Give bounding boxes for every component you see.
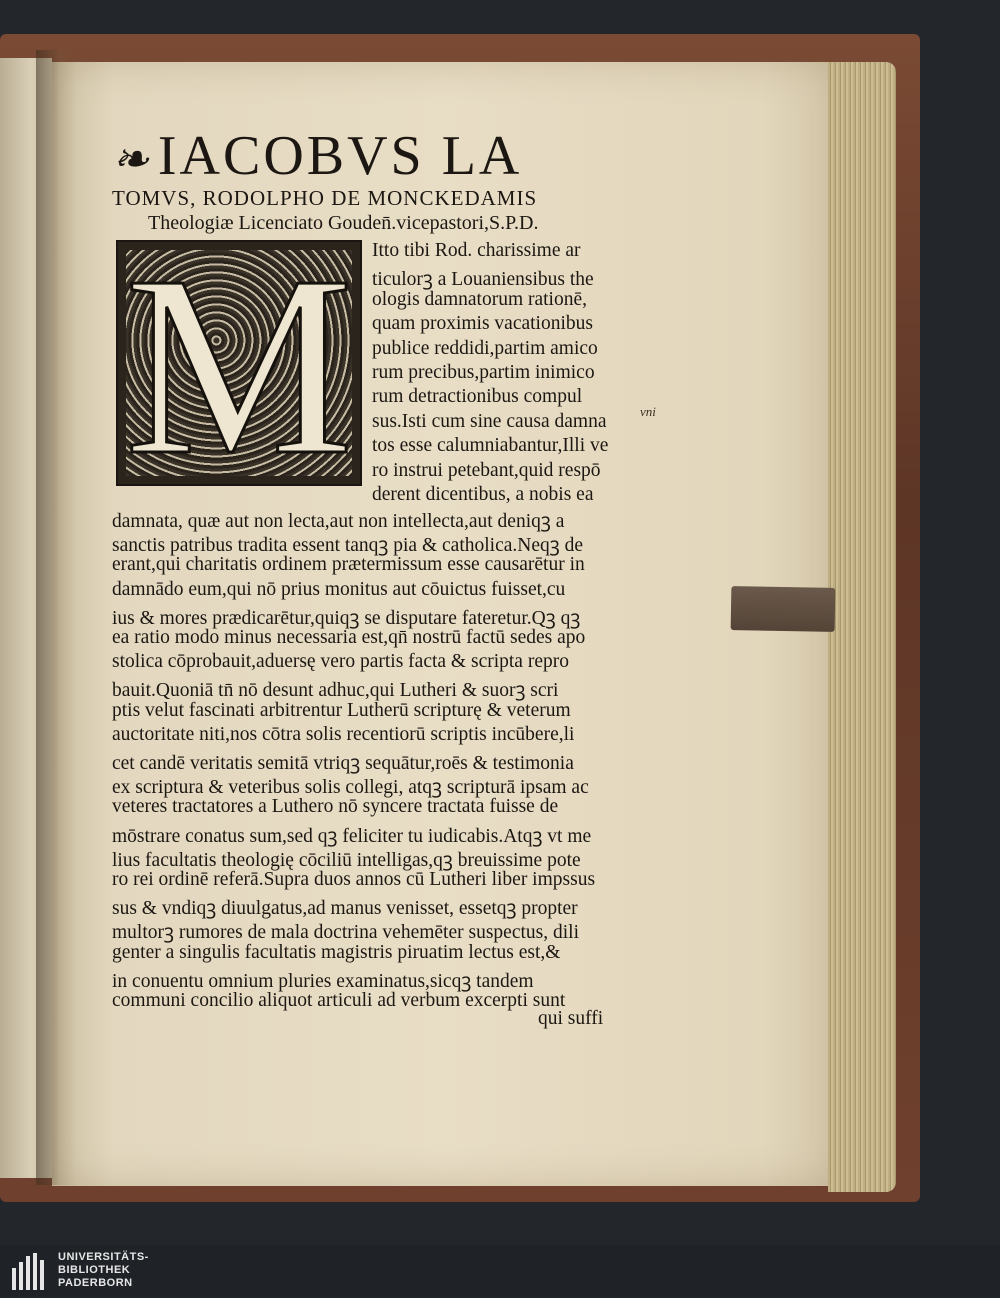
text-line: ticulorꝫ a Louaniensibus the bbox=[372, 269, 594, 291]
text-line: derent dicentibus, a nobis ea bbox=[372, 484, 594, 505]
library-name-line-2: BIBLIOTHEK bbox=[58, 1264, 131, 1276]
text-line: veteres tractatores a Luthero nō syncere tractata fuisse de bbox=[112, 796, 559, 818]
text-line: ro instrui petebant,quid respō bbox=[372, 459, 601, 481]
text-line: genter a singulis facultatis magistris piruatim lectus est,& bbox=[112, 941, 561, 963]
text-line: damnata, quæ aut non lecta,aut non intellecta,aut deniqꝫ a bbox=[112, 511, 565, 532]
text-line: lius facultatis theologię cōciliū intelligas,qꝫ breuissime pote bbox=[112, 849, 581, 871]
heading-line-1: ❧ IACOBVS LA bbox=[112, 125, 523, 187]
text-line: quam proximis vacationibus bbox=[372, 313, 593, 335]
text-line: ptis velut fascinati arbitrentur Lutherū scripturę & veterum bbox=[112, 699, 571, 721]
text-line: cet candē veritatis semitā vtriqꝫ sequātur,roēs & testimonia bbox=[112, 753, 574, 774]
text-line: in conuentu omnium pluries examinatus,sicqꝫ tandem bbox=[112, 970, 534, 992]
text-line: tos esse calumniabantur,Illi ve bbox=[372, 435, 609, 457]
library-footer bbox=[0, 1245, 1000, 1298]
text-line: ex scriptura & veteribus solis collegi, atqꝫ scripturā ipsam ac bbox=[112, 777, 589, 799]
text-line: auctoritate niti,nos cōtra solis recentiorū scriptis incūbere,li bbox=[112, 723, 575, 745]
library-name bbox=[58, 1251, 149, 1290]
initial-letter: M bbox=[124, 240, 354, 486]
heading-line-2: TOMVS, RODOLPHO DE MONCKEDAMIS bbox=[112, 186, 538, 210]
library-name-line-3: PADERBORN bbox=[58, 1277, 133, 1289]
text-line: sanctis patribus tradita essent tanqꝫ pia & catholica.Neqꝫ de bbox=[112, 535, 583, 557]
text-line: rum precibus,partim inimico bbox=[372, 362, 595, 383]
text-line: ea ratio modo minus necessaria est,qn̄ nostrū factū sedes apo bbox=[112, 627, 586, 648]
heading-line-3: Theologiæ Licenciato Gouden̄.vicepastori,S.P.D. bbox=[148, 212, 539, 234]
text-line: bauit.Quoniā tn̄ nō desunt adhuc,qui Lutheri & suorꝫ scri bbox=[112, 680, 559, 702]
book-gutter bbox=[36, 50, 76, 1185]
text-line: mōstrare conatus sum,sed qꝫ feliciter tu iudicabis.Atqꝫ vt me bbox=[112, 825, 592, 847]
catchword: qui suffi bbox=[538, 1008, 604, 1029]
text-line: stolica cōprobauit,aduersę vero partis facta & scripta repro bbox=[112, 651, 569, 673]
text-line: publice reddidi,partim amico bbox=[372, 337, 598, 359]
text-line: ius & mores prædicarētur,quiqꝫ se disputare fateretur.Qꝫ qꝫ bbox=[112, 607, 581, 629]
fleuron-icon: ❧ bbox=[112, 135, 152, 184]
page-edges bbox=[828, 62, 896, 1192]
text-line: Itto tibi Rod. charissime ar bbox=[372, 240, 581, 261]
text-line: communi concilio aliquot articuli ad verbum excerpti sunt bbox=[112, 990, 566, 1011]
text-line: sus.Isti cum sine causa damna bbox=[372, 410, 607, 432]
text-line: rum detractionibus compul bbox=[372, 386, 583, 408]
library-name-line-1: UNIVERSITÄTS- bbox=[58, 1251, 149, 1263]
text-line: sus & vndiqꝫ diuulgatus,ad manus venisset, essetqꝫ propter bbox=[112, 898, 578, 920]
text-line: ologis damnatorum rationē, bbox=[372, 288, 587, 310]
text-line: multorꝫ rumores de mala doctrina vehemēter suspectus, dili bbox=[112, 922, 579, 944]
text-line: ro rei ordinē referā.Supra duos annos cū Lutheri liber impssus bbox=[112, 869, 596, 890]
margin-note: vni bbox=[640, 404, 656, 419]
decorated-initial bbox=[116, 240, 362, 486]
leather-bookmark-tab bbox=[731, 586, 836, 632]
library-logo-icon bbox=[12, 1253, 52, 1290]
text-line: erant,qui charitatis ordinem prætermissum esse causarētur in bbox=[112, 554, 585, 576]
text-line: damnādo eum,qui nō prius monitus aut cōuictus fuisset,cu bbox=[112, 578, 566, 600]
